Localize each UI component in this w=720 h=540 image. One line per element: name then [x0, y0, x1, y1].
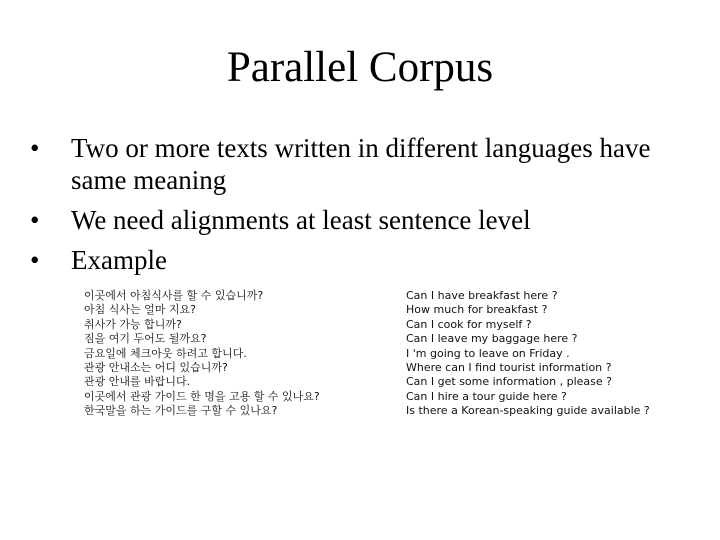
korean-sentence: 금요일에 체크아웃 하려고 합니다. — [84, 346, 247, 360]
korean-sentence: 취사가 가능 합니까? — [84, 317, 182, 331]
bullet-list — [30, 132, 700, 284]
bullet-text: Example — [71, 245, 167, 275]
english-sentence: Can I leave my baggage here ? — [406, 332, 578, 346]
bullet-item — [30, 244, 700, 276]
english-sentence: How much for breakfast ? — [406, 303, 548, 317]
bullet-text: We need alignments at least sentence level — [71, 205, 531, 235]
korean-sentence: 한국말을 하는 가이드를 구할 수 있나요? — [84, 404, 278, 418]
english-sentence: Where can I find tourist information ? — [406, 360, 612, 374]
english-sentence: Can I get some information , please ? — [406, 375, 612, 389]
korean-sentence: 관광 안내를 바랍니다. — [84, 375, 191, 389]
english-sentence: Can I hire a tour guide here ? — [406, 389, 567, 403]
korean-sentence: 짐을 여기 두어도 될까요? — [84, 332, 207, 346]
korean-sentence: 이곳에서 아침식사를 할 수 있습니까? — [84, 289, 264, 302]
english-sentence: Can I have breakfast here ? — [406, 289, 558, 302]
bullet-dot: • — [30, 133, 40, 163]
korean-sentence: 아침 식사는 얼마 지요? — [84, 303, 196, 317]
bullet-text: Two or more texts written in different languages have same meaning — [71, 133, 651, 195]
korean-sentence: 이곳에서 관광 가이드 한 명을 고용 할 수 있나요? — [84, 389, 320, 403]
korean-sentences — [84, 289, 384, 419]
english-sentences — [406, 289, 706, 419]
bullet-dot: • — [30, 245, 40, 275]
english-sentence: Can I cook for myself ? — [406, 317, 532, 331]
slide-title: Parallel Corpus — [226, 44, 494, 91]
bullet-item — [30, 204, 700, 236]
bullet-item — [30, 132, 700, 196]
bullet-dot: • — [30, 205, 40, 235]
english-sentence: I 'm going to leave on Friday . — [406, 346, 570, 360]
english-sentence: Is there a Korean-speaking guide available ? — [406, 404, 650, 418]
korean-sentence: 관광 안내소는 어디 있습니까? — [84, 360, 228, 374]
